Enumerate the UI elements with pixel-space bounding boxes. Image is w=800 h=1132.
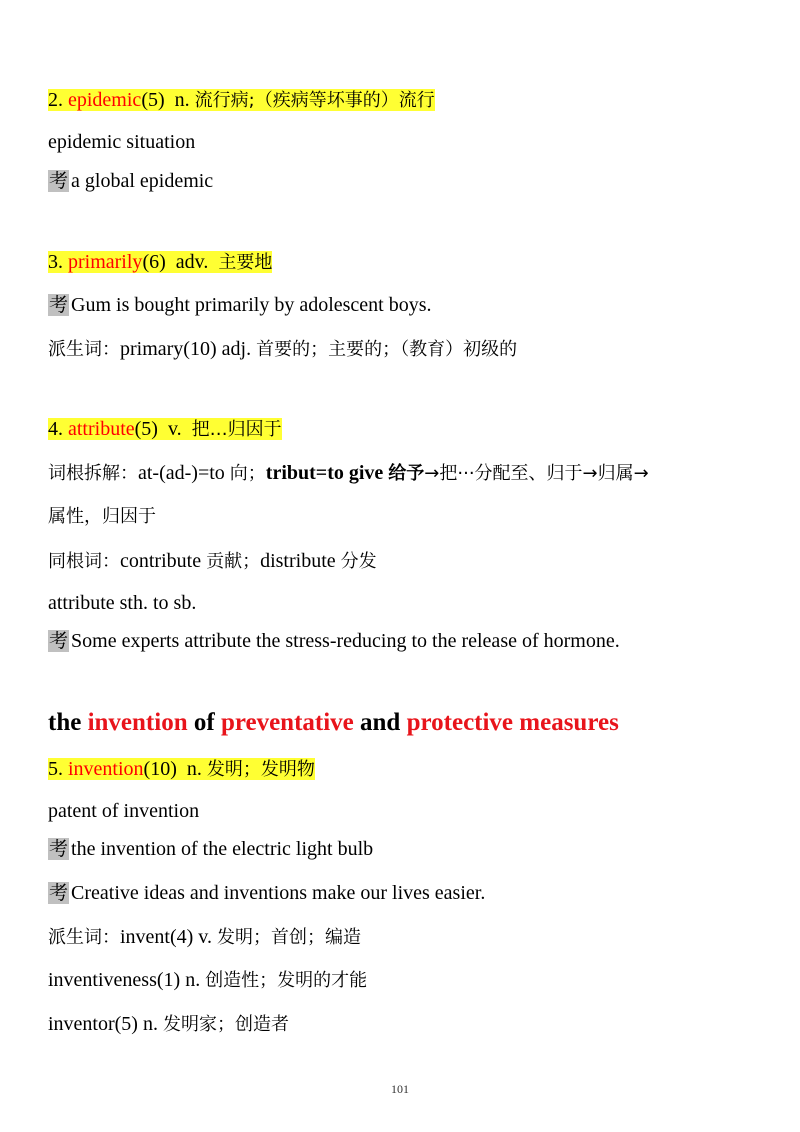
root-label: 词根拆解： <box>48 463 138 484</box>
derived-meaning: 创造性；发明的才能 <box>205 970 368 991</box>
kao-badge: 考 <box>49 838 69 860</box>
entry-5-derived-line-1 <box>48 923 361 952</box>
derived-meaning: 发明家；创造者 <box>162 1014 289 1035</box>
page-number: 101 <box>391 1082 409 1096</box>
kao-badge: 考 <box>49 294 69 316</box>
cognate-word: distribute <box>260 550 336 572</box>
derived-label: 派生词： <box>48 339 120 360</box>
entry-number: 4. <box>48 418 63 440</box>
example-sentence: Creative ideas and inventions make our lives easier. <box>71 882 486 904</box>
entry-4-cognate-line <box>48 547 377 576</box>
entry-5-headword-line <box>48 755 315 784</box>
meaning: 把…归因于 <box>191 419 282 440</box>
cognate-meaning: 分发 <box>340 551 377 572</box>
root-part-meaning: 给予 <box>388 463 425 484</box>
derived-word: primary(10) adj. <box>120 338 252 360</box>
part-of-speech: v. <box>167 418 182 440</box>
entry-3-headword-line <box>48 248 272 277</box>
entry-2-highlight <box>48 89 435 111</box>
headword: invention <box>68 758 144 780</box>
entry-2-phrase: epidemic situation <box>48 131 196 153</box>
meaning: 发明；发明物 <box>206 759 315 780</box>
entry-5-derived-line-3 <box>48 1010 289 1039</box>
derived-meaning: 发明；首创；编造 <box>217 927 362 948</box>
part-of-speech: n. <box>174 89 190 111</box>
example-sentence: the invention of the electric light bulb <box>71 838 374 860</box>
entry-4-highlight <box>48 418 282 440</box>
heading-keyword: invention <box>87 709 188 736</box>
entry-3-example-line <box>48 291 432 319</box>
entry-5-highlight <box>48 758 315 780</box>
root-part: at-(ad-)=to <box>138 462 225 484</box>
entry-5-example-line-1 <box>48 835 373 863</box>
entry-4-example-line <box>48 627 620 655</box>
entry-4-root-line <box>48 459 649 488</box>
entry-4-headword-line <box>48 415 282 444</box>
heading-keyword: protective measures <box>406 709 619 736</box>
entry-2-example-line <box>48 167 213 195</box>
derived-meaning: 首要的；主要的；（教育）初级的 <box>256 339 518 360</box>
entry-4-phrase: attribute sth. to sb. <box>48 592 197 614</box>
cognate-word: contribute <box>120 550 202 572</box>
frequency: (5) <box>134 418 158 440</box>
entry-5-derived-line-2 <box>48 966 367 995</box>
entry-3-highlight <box>48 251 272 273</box>
entry-number: 2. <box>48 89 63 111</box>
frequency: (10) <box>143 758 177 780</box>
heading-keyword: preventative <box>220 709 354 736</box>
entry-2-headword-line <box>48 86 435 115</box>
cognate-label: 同根词： <box>48 551 120 572</box>
cognate-meaning: 贡献； <box>206 551 261 572</box>
derived-word: invent(4) v. <box>120 926 213 948</box>
heading-word: and <box>360 709 401 736</box>
root-part-meaning: 向； <box>229 463 266 484</box>
section-heading <box>48 707 619 739</box>
meaning: 主要地 <box>218 252 273 273</box>
derived-label: 派生词： <box>48 927 120 948</box>
kao-badge: 考 <box>49 630 69 652</box>
kao-badge: 考 <box>49 882 69 904</box>
kao-badge: 考 <box>49 170 69 192</box>
heading-word: of <box>193 709 215 736</box>
headword: attribute <box>68 418 135 440</box>
frequency: (5) <box>141 89 165 111</box>
example-sentence: Gum is bought primarily by adolescent boys. <box>71 294 432 316</box>
root-part: tribut=to give <box>265 462 384 484</box>
entry-number: 3. <box>48 251 63 273</box>
entry-4-root-continuation: 属性，归因于 <box>48 506 156 527</box>
root-derivation: →把···分配至、归于→归属→ <box>424 463 649 484</box>
part-of-speech: adv. <box>175 251 209 273</box>
part-of-speech: n. <box>186 758 202 780</box>
example-sentence: Some experts attribute the stress-reducing to the release of hormone. <box>71 630 620 652</box>
entry-5-example-line-2 <box>48 879 485 907</box>
entry-5-phrase: patent of invention <box>48 800 200 822</box>
frequency: (6) <box>142 251 166 273</box>
entry-number: 5. <box>48 758 63 780</box>
heading-word: the <box>48 709 82 736</box>
headword: epidemic <box>68 89 142 111</box>
derived-word: inventor(5) n. <box>48 1013 158 1035</box>
example-sentence: a global epidemic <box>71 170 214 192</box>
headword: primarily <box>68 251 143 273</box>
derived-word: inventiveness(1) n. <box>48 969 201 991</box>
entry-3-derived-line <box>48 335 517 364</box>
meaning: 流行病;（疾病等坏事的）流行 <box>194 90 435 111</box>
